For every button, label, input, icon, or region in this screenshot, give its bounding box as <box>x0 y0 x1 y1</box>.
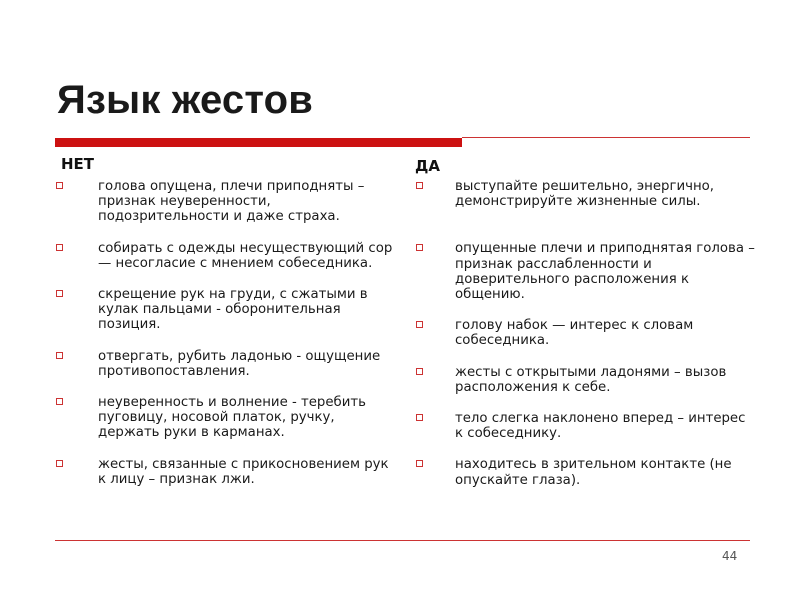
square-bullet-icon <box>56 398 63 405</box>
square-bullet-icon <box>416 182 423 189</box>
list-item-text: находитесь в зрительном контакте (не опускайте глаза). <box>455 457 732 488</box>
list-item <box>410 411 755 441</box>
square-bullet-icon <box>56 352 63 359</box>
list-item-text: жесты, связанные с прикосновением рук к лицу – признак лжи. <box>98 456 389 487</box>
square-bullet-icon <box>416 321 423 328</box>
list-item <box>53 395 393 441</box>
list-item-text: жесты с открытыми ладонями – вызов расположения к себе. <box>455 364 727 395</box>
list-item-text: отвергать, рубить ладонью - ощущение противопоставления. <box>98 348 381 379</box>
square-bullet-icon <box>56 244 63 251</box>
left-column-list <box>53 179 393 487</box>
list-item-text: скрещение рук на груди, с сжатыми в кулак пальцами - оборонительная позиция. <box>98 287 368 333</box>
square-bullet-icon <box>416 368 423 375</box>
square-bullet-icon <box>56 290 63 297</box>
list-item-text: выступайте решительно, энергично, демонстрируйте жизненные силы. <box>455 179 715 210</box>
square-bullet-icon <box>56 460 63 467</box>
right-column <box>410 157 755 504</box>
square-bullet-icon <box>416 244 423 251</box>
list-item-text: неуверенность и волнение - теребить пуговицу, носовой платок, ручку, держать руки в карманах. <box>98 395 366 441</box>
right-column-list <box>410 179 755 488</box>
square-bullet-icon <box>56 182 63 189</box>
slide-title: Язык жестов <box>57 78 314 122</box>
list-item <box>53 457 393 487</box>
list-item <box>410 241 755 302</box>
list-item <box>53 349 393 379</box>
square-bullet-icon <box>416 460 423 467</box>
left-column <box>53 155 393 503</box>
list-item <box>410 365 755 395</box>
list-item <box>410 457 755 487</box>
right-column-header: ДА <box>415 157 440 175</box>
list-item <box>53 287 393 333</box>
square-bullet-icon <box>416 414 423 421</box>
title-underline-accent <box>55 138 462 147</box>
page-number: 44 <box>722 549 738 563</box>
list-item-text: голова опущена, плечи приподняты – признак неуверенности, подозрительности и даже страха. <box>98 179 365 225</box>
title-underline-rule <box>462 137 750 138</box>
list-item-text: опущенные плечи и приподнятая голова – признак расслабленности и доверительного расположения к общению. <box>455 241 755 303</box>
list-item <box>53 179 393 225</box>
list-item-text: голову набок — интерес к словам собеседника. <box>455 318 694 349</box>
list-item <box>53 241 393 271</box>
left-column-header: НЕТ <box>61 155 95 173</box>
list-item <box>410 318 755 348</box>
list-item-text: тело слегка наклонено вперед – интерес к собеседнику. <box>455 411 746 442</box>
footer-rule <box>55 540 750 541</box>
list-item <box>410 179 755 209</box>
list-item-text: собирать с одежды несуществующий сор — несогласие с мнением собеседника. <box>98 240 393 271</box>
